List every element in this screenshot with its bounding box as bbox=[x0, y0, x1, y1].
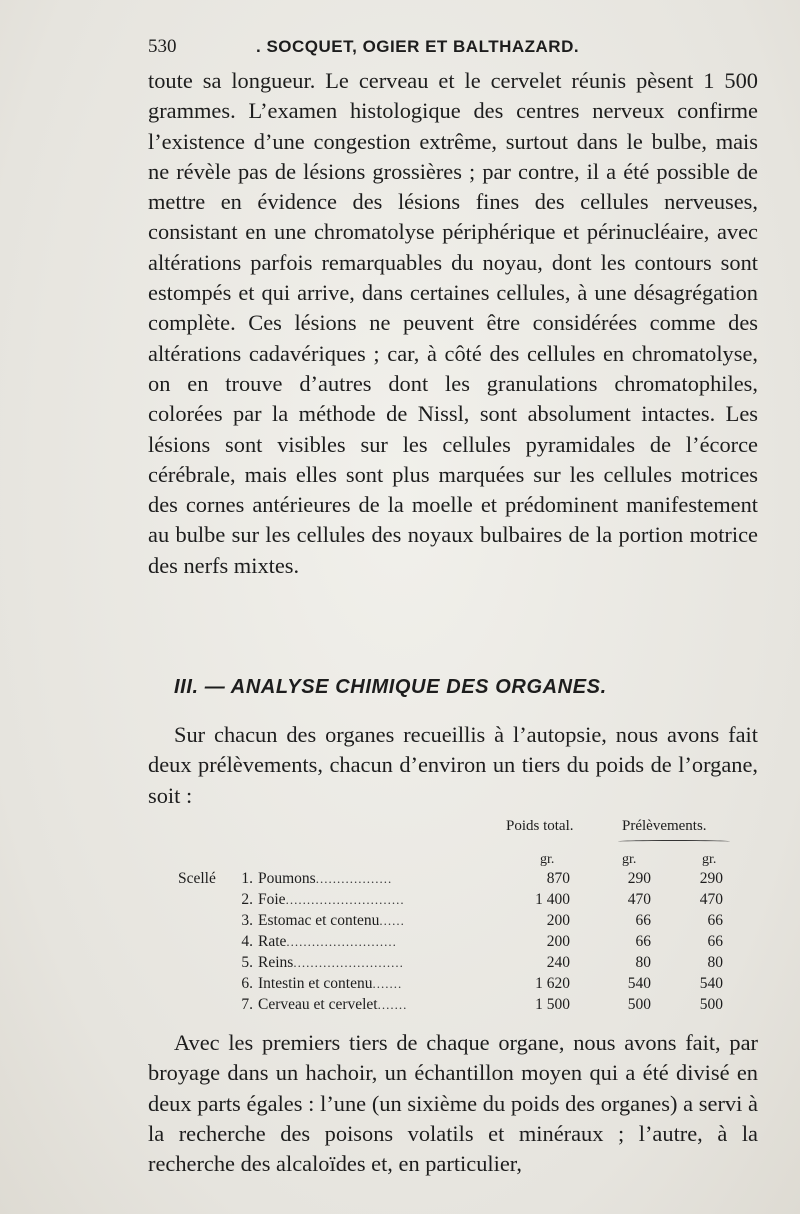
prelevement-1: 290 bbox=[627, 870, 651, 887]
organ-label: Estomac et contenu...... bbox=[258, 912, 405, 929]
table-row bbox=[148, 996, 758, 1016]
row-number: 5. bbox=[241, 954, 253, 971]
header-prelevements: Prélèvements. bbox=[622, 818, 707, 834]
paragraph-prelevements bbox=[148, 720, 758, 811]
unit-label: gr. bbox=[702, 852, 717, 867]
prelevement-1: 66 bbox=[635, 933, 651, 950]
prelevement-2: 290 bbox=[699, 870, 723, 887]
page-header bbox=[148, 36, 758, 58]
row-number: 4. bbox=[241, 933, 253, 950]
table-row bbox=[148, 933, 758, 953]
table-row bbox=[148, 891, 758, 911]
row-number: 3. bbox=[241, 912, 253, 929]
page-number: 530 bbox=[148, 36, 177, 57]
prelevement-1: 470 bbox=[627, 891, 651, 908]
paragraph-2-text: Sur chacun des organes recueillis à l’autopsie, nous avons fait deux prélèvements, chacun d’environ un tiers du poids de l’organe, soit : bbox=[148, 722, 758, 808]
prelevement-2: 540 bbox=[699, 975, 723, 992]
prelevement-1: 66 bbox=[635, 912, 651, 929]
row-number: 7. bbox=[241, 996, 253, 1013]
seal-prefix: Scellé bbox=[178, 870, 216, 887]
unit-label: gr. bbox=[622, 852, 637, 867]
total-weight: 870 bbox=[546, 870, 570, 887]
running-title: . SOCQUET, OGIER ET BALTHAZARD. bbox=[256, 37, 580, 56]
prelevement-2: 500 bbox=[699, 996, 723, 1013]
total-weight: 1 620 bbox=[535, 975, 570, 992]
organ-label: Rate.......................... bbox=[258, 933, 397, 950]
prelevement-2: 80 bbox=[707, 954, 723, 971]
organ-label: Foie............................ bbox=[258, 891, 405, 908]
table-row bbox=[148, 912, 758, 932]
prelevement-1: 500 bbox=[627, 996, 651, 1013]
organ-label: Reins.......................... bbox=[258, 954, 404, 971]
brace-rule bbox=[618, 840, 730, 843]
total-weight: 240 bbox=[546, 954, 570, 971]
prelevement-1: 540 bbox=[627, 975, 651, 992]
row-number: 6. bbox=[241, 975, 253, 992]
paragraph-3-text: Avec les premiers tiers de chaque organe, nous avons fait, par broyage dans un hachoir, un échantillon moyen qui a été divisé en deux parts égales : l’une (un sixième du poids des organes) a servi à la recherche des poisons volatils et minéraux ; l’autre, à la recherche des alcaloïdes et, en particulier, bbox=[148, 1030, 758, 1177]
total-weight: 1 500 bbox=[535, 996, 570, 1013]
unit-label: gr. bbox=[540, 852, 555, 867]
organ-label: Poumons.................. bbox=[258, 870, 393, 887]
table-row bbox=[148, 975, 758, 995]
prelevement-2: 470 bbox=[699, 891, 723, 908]
table-row bbox=[148, 954, 758, 974]
total-weight: 200 bbox=[546, 912, 570, 929]
row-number: 2. bbox=[241, 891, 253, 908]
organ-label: Cerveau et cervelet....... bbox=[258, 996, 408, 1013]
total-weight: 1 400 bbox=[535, 891, 570, 908]
prelevement-1: 80 bbox=[635, 954, 651, 971]
organ-label: Intestin et contenu....... bbox=[258, 975, 403, 992]
paragraph-1-text: toute sa longueur. Le cerveau et le cervelet réunis pèsent 1 500 grammes. L’examen histologique des centres nerveux confirme l’existence d’une congestion extrême, surtout dans le bulbe, mais ne révèle pas de lésions grossières ; par contre, il a été possible de mettre en évidence des lésions fines des cellules nerveuses, consistant en une chromatolyse périphérique et périnucléaire, avec altérations parfois remarquables du noyau, dont les contours sont estompés et qui arrive, dans certaines cellules, à une désagrégation complète. Ces lésions ne peuvent être considérées comme des altérations cadavériques ; car, à côté des cellules en chromatolyse, on en trouve d’autres dont les granulations chromatophiles, colorées par la méthode de Nissl, sont absolument intactes. Les lésions sont visibles sur les cellules pyramidales de l’écorce cérébrale, mais elles sont plus marquées sur les cellules motrices des cornes antérieures de la moelle et prédominent manifestement au bulbe sur les cellules des noyaux bulbaires de la portion motrice des nerfs mixtes. bbox=[148, 68, 758, 578]
header-total-weight: Poids total. bbox=[506, 818, 574, 834]
section-heading: III. — ANALYSE CHIMIQUE DES ORGANES. bbox=[174, 676, 607, 698]
paragraph-histology bbox=[148, 66, 758, 581]
table-row bbox=[148, 870, 758, 890]
prelevement-2: 66 bbox=[707, 912, 723, 929]
prelevement-2: 66 bbox=[707, 933, 723, 950]
total-weight: 200 bbox=[546, 933, 570, 950]
row-number: 1. bbox=[241, 870, 253, 887]
paragraph-echantillon bbox=[148, 1028, 758, 1179]
